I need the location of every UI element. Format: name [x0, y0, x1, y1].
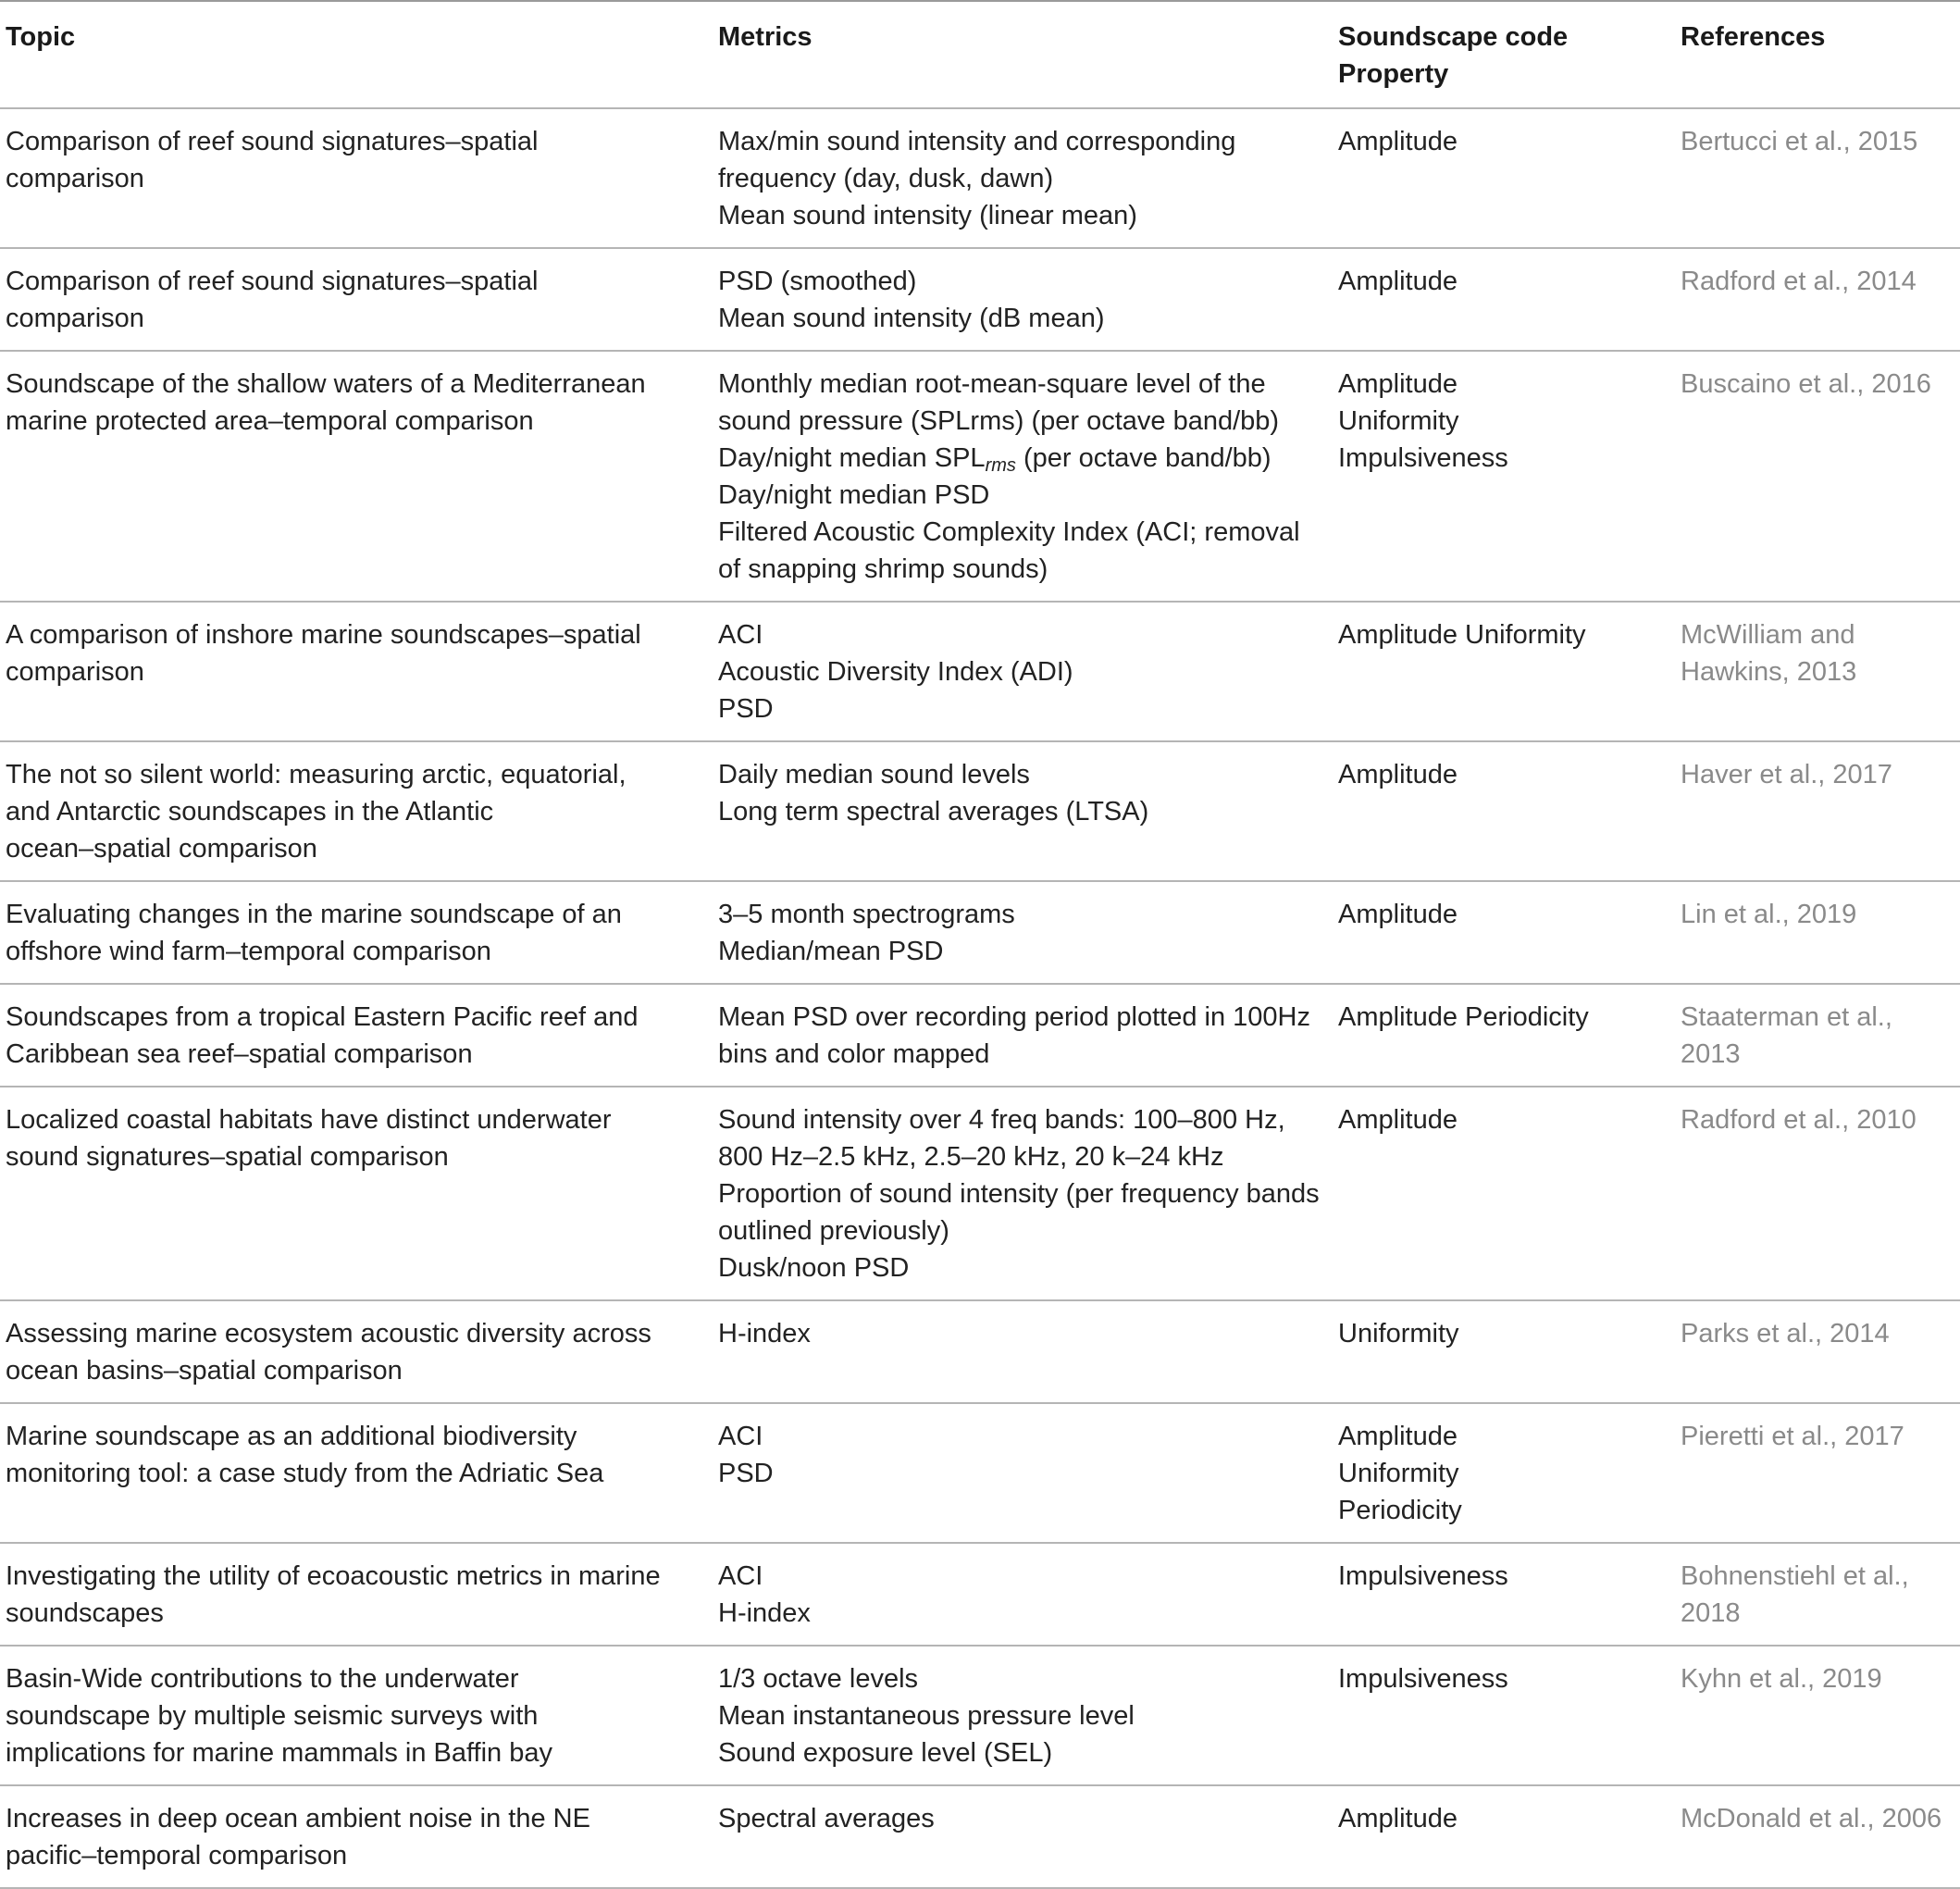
topic-cell: Increases in deep ocean ambient noise in the NE pacific–temporal comparison	[6, 1804, 590, 1870]
table-row	[0, 1786, 1960, 1889]
metric-item: Sound intensity over 4 freq bands: 100–800 Hz, 800 Hz–2.5 kHz, 2.5–20 kHz, 20 k–24 kHz	[718, 1105, 1285, 1172]
metric-item: Acoustic Diversity Index (ADI)	[718, 657, 1073, 687]
reference-cell: Buscaino et al., 2016	[1681, 369, 1931, 399]
topic-cell: Soundscape of the shallow waters of a Mediterranean marine protected area–temporal comparison	[6, 369, 646, 436]
metrics-cell	[713, 756, 1333, 867]
property-cell: Amplitude	[1338, 1804, 1458, 1833]
reference-cell: Haver et al., 2017	[1681, 760, 1892, 789]
metric-item: ACI	[718, 1422, 763, 1451]
table-row	[0, 1647, 1960, 1786]
metric-item: ACI	[718, 620, 763, 650]
property-cell: Amplitude Uniformity Impulsiveness	[1338, 369, 1508, 473]
header-topic: Topic	[6, 22, 76, 52]
reference-cell: Pieretti et al., 2017	[1681, 1422, 1904, 1451]
reference-cell: Lin et al., 2019	[1681, 900, 1857, 929]
property-cell: Uniformity	[1338, 1319, 1459, 1348]
table-row	[0, 603, 1960, 742]
metrics-cell	[713, 1660, 1333, 1771]
metric-item: Daily median sound levels	[718, 760, 1030, 789]
property-cell: Amplitude	[1338, 900, 1458, 929]
metrics-cell	[713, 366, 1333, 588]
metric-item: Monthly median root-mean-square level of the sound pressure (SPLrms) (per octave band/bb)	[718, 369, 1280, 436]
metrics-cell	[713, 123, 1333, 234]
metrics-cell	[713, 896, 1333, 970]
metric-item: Mean PSD over recording period plotted in 100Hz bins and color mapped	[718, 1002, 1310, 1069]
topic-cell: Comparison of reef sound signatures–spatial comparison	[6, 127, 539, 193]
table-row	[0, 1404, 1960, 1544]
header-metrics: Metrics	[718, 22, 813, 52]
reference-cell: Radford et al., 2014	[1681, 267, 1917, 296]
metric-item: H-index	[718, 1598, 811, 1628]
topic-cell: Soundscapes from a tropical Eastern Pacific reef and Caribbean sea reef–spatial comparison	[6, 1002, 639, 1069]
metrics-cell	[713, 1800, 1333, 1874]
metrics-cell	[713, 1558, 1333, 1632]
table-row	[0, 249, 1960, 352]
property-cell: Amplitude	[1338, 760, 1458, 789]
metric-item: Spectral averages	[718, 1804, 935, 1833]
metrics-cell	[713, 1101, 1333, 1286]
metrics-cell	[713, 1315, 1333, 1389]
header-references: References	[1681, 22, 1826, 52]
metrics-cell	[713, 999, 1333, 1073]
topic-cell: Basin-Wide contributions to the underwater soundscape by multiple seismic surveys with implications for marine mammals in Baffin bay	[6, 1664, 552, 1768]
metric-item: Sound exposure level (SEL)	[718, 1738, 1053, 1768]
table-row	[0, 352, 1960, 603]
table-row	[0, 109, 1960, 249]
property-cell: Impulsiveness	[1338, 1664, 1508, 1694]
property-cell: Amplitude Periodicity	[1338, 1002, 1589, 1032]
topic-cell: Marine soundscape as an additional biodiversity monitoring tool: a case study from the Adriatic Sea	[6, 1422, 604, 1488]
metric-item: PSD	[718, 694, 774, 724]
metric-item: H-index	[718, 1319, 811, 1348]
reference-cell: Bohnenstiehl et al., 2018	[1681, 1561, 1909, 1628]
metric-item: Mean instantaneous pressure level	[718, 1701, 1135, 1731]
metric-item: Mean sound intensity (dB mean)	[718, 304, 1105, 333]
metric-item: Median/mean PSD	[718, 937, 944, 966]
metric-item: Day/night median $SPL_{rms}$ (per octave band/bb)	[718, 443, 1272, 476]
metric-item: PSD	[718, 1459, 774, 1488]
metrics-cell	[713, 616, 1333, 727]
metric-item: 3–5 month spectrograms	[718, 900, 1015, 929]
table-row	[0, 882, 1960, 985]
metric-item: ACI	[718, 1561, 763, 1591]
property-cell: Amplitude	[1338, 1105, 1458, 1135]
table-header-row	[0, 0, 1960, 109]
table-body	[0, 109, 1960, 1889]
property-cell: Amplitude	[1338, 127, 1458, 156]
table-row	[0, 1087, 1960, 1301]
property-cell: Amplitude	[1338, 267, 1458, 296]
topic-cell: Investigating the utility of ecoacoustic metrics in marine soundscapes	[6, 1561, 661, 1628]
topic-cell: Comparison of reef sound signatures–spatial comparison	[6, 267, 539, 333]
topic-cell: Evaluating changes in the marine soundscape of an offshore wind farm–temporal comparison	[6, 900, 622, 966]
property-cell: Impulsiveness	[1338, 1561, 1508, 1591]
reference-cell: Staaterman et al., 2013	[1681, 1002, 1892, 1069]
metric-item: Mean sound intensity (linear mean)	[718, 201, 1137, 230]
table-row	[0, 742, 1960, 882]
property-cell: Amplitude Uniformity Periodicity	[1338, 1422, 1462, 1525]
metric-item: Max/min sound intensity and corresponding frequency (day, dusk, dawn)	[718, 127, 1236, 193]
reference-cell: Radford et al., 2010	[1681, 1105, 1917, 1135]
metrics-cell	[713, 263, 1333, 337]
property-cell: Amplitude Uniformity	[1338, 620, 1586, 650]
metric-item: Filtered Acoustic Complexity Index (ACI; removal of snapping shrimp sounds)	[718, 517, 1300, 584]
header-soundscape-code-property: Soundscape code Property	[1338, 22, 1569, 89]
metrics-cell	[713, 1418, 1333, 1529]
table-row	[0, 1301, 1960, 1404]
metric-item: PSD (smoothed)	[718, 267, 917, 296]
reference-cell: Bertucci et al., 2015	[1681, 127, 1918, 156]
topic-cell: The not so silent world: measuring arctic, equatorial, and Antarctic soundscapes in the Atlantic ocean–spatial comparison	[6, 760, 626, 864]
topic-cell: Localized coastal habitats have distinct underwater sound signatures–spatial comparison	[6, 1105, 612, 1172]
metric-item: Dusk/noon PSD	[718, 1253, 910, 1283]
table-row	[0, 1544, 1960, 1647]
table-row	[0, 985, 1960, 1087]
reference-cell: McDonald et al., 2006	[1681, 1804, 1942, 1833]
reference-cell: Kyhn et al., 2019	[1681, 1664, 1882, 1694]
reference-cell: McWilliam and Hawkins, 2013	[1681, 620, 1857, 687]
topic-cell: A comparison of inshore marine soundscapes–spatial comparison	[6, 620, 641, 687]
topic-cell: Assessing marine ecosystem acoustic diversity across ocean basins–spatial comparison	[6, 1319, 651, 1386]
metric-item: Proportion of sound intensity (per frequency bands outlined previously)	[718, 1179, 1320, 1246]
reference-cell: Parks et al., 2014	[1681, 1319, 1890, 1348]
metric-item: Long term spectral averages (LTSA)	[718, 797, 1149, 826]
metric-item: 1/3 octave levels	[718, 1664, 919, 1694]
metric-item: Day/night median PSD	[718, 480, 990, 510]
